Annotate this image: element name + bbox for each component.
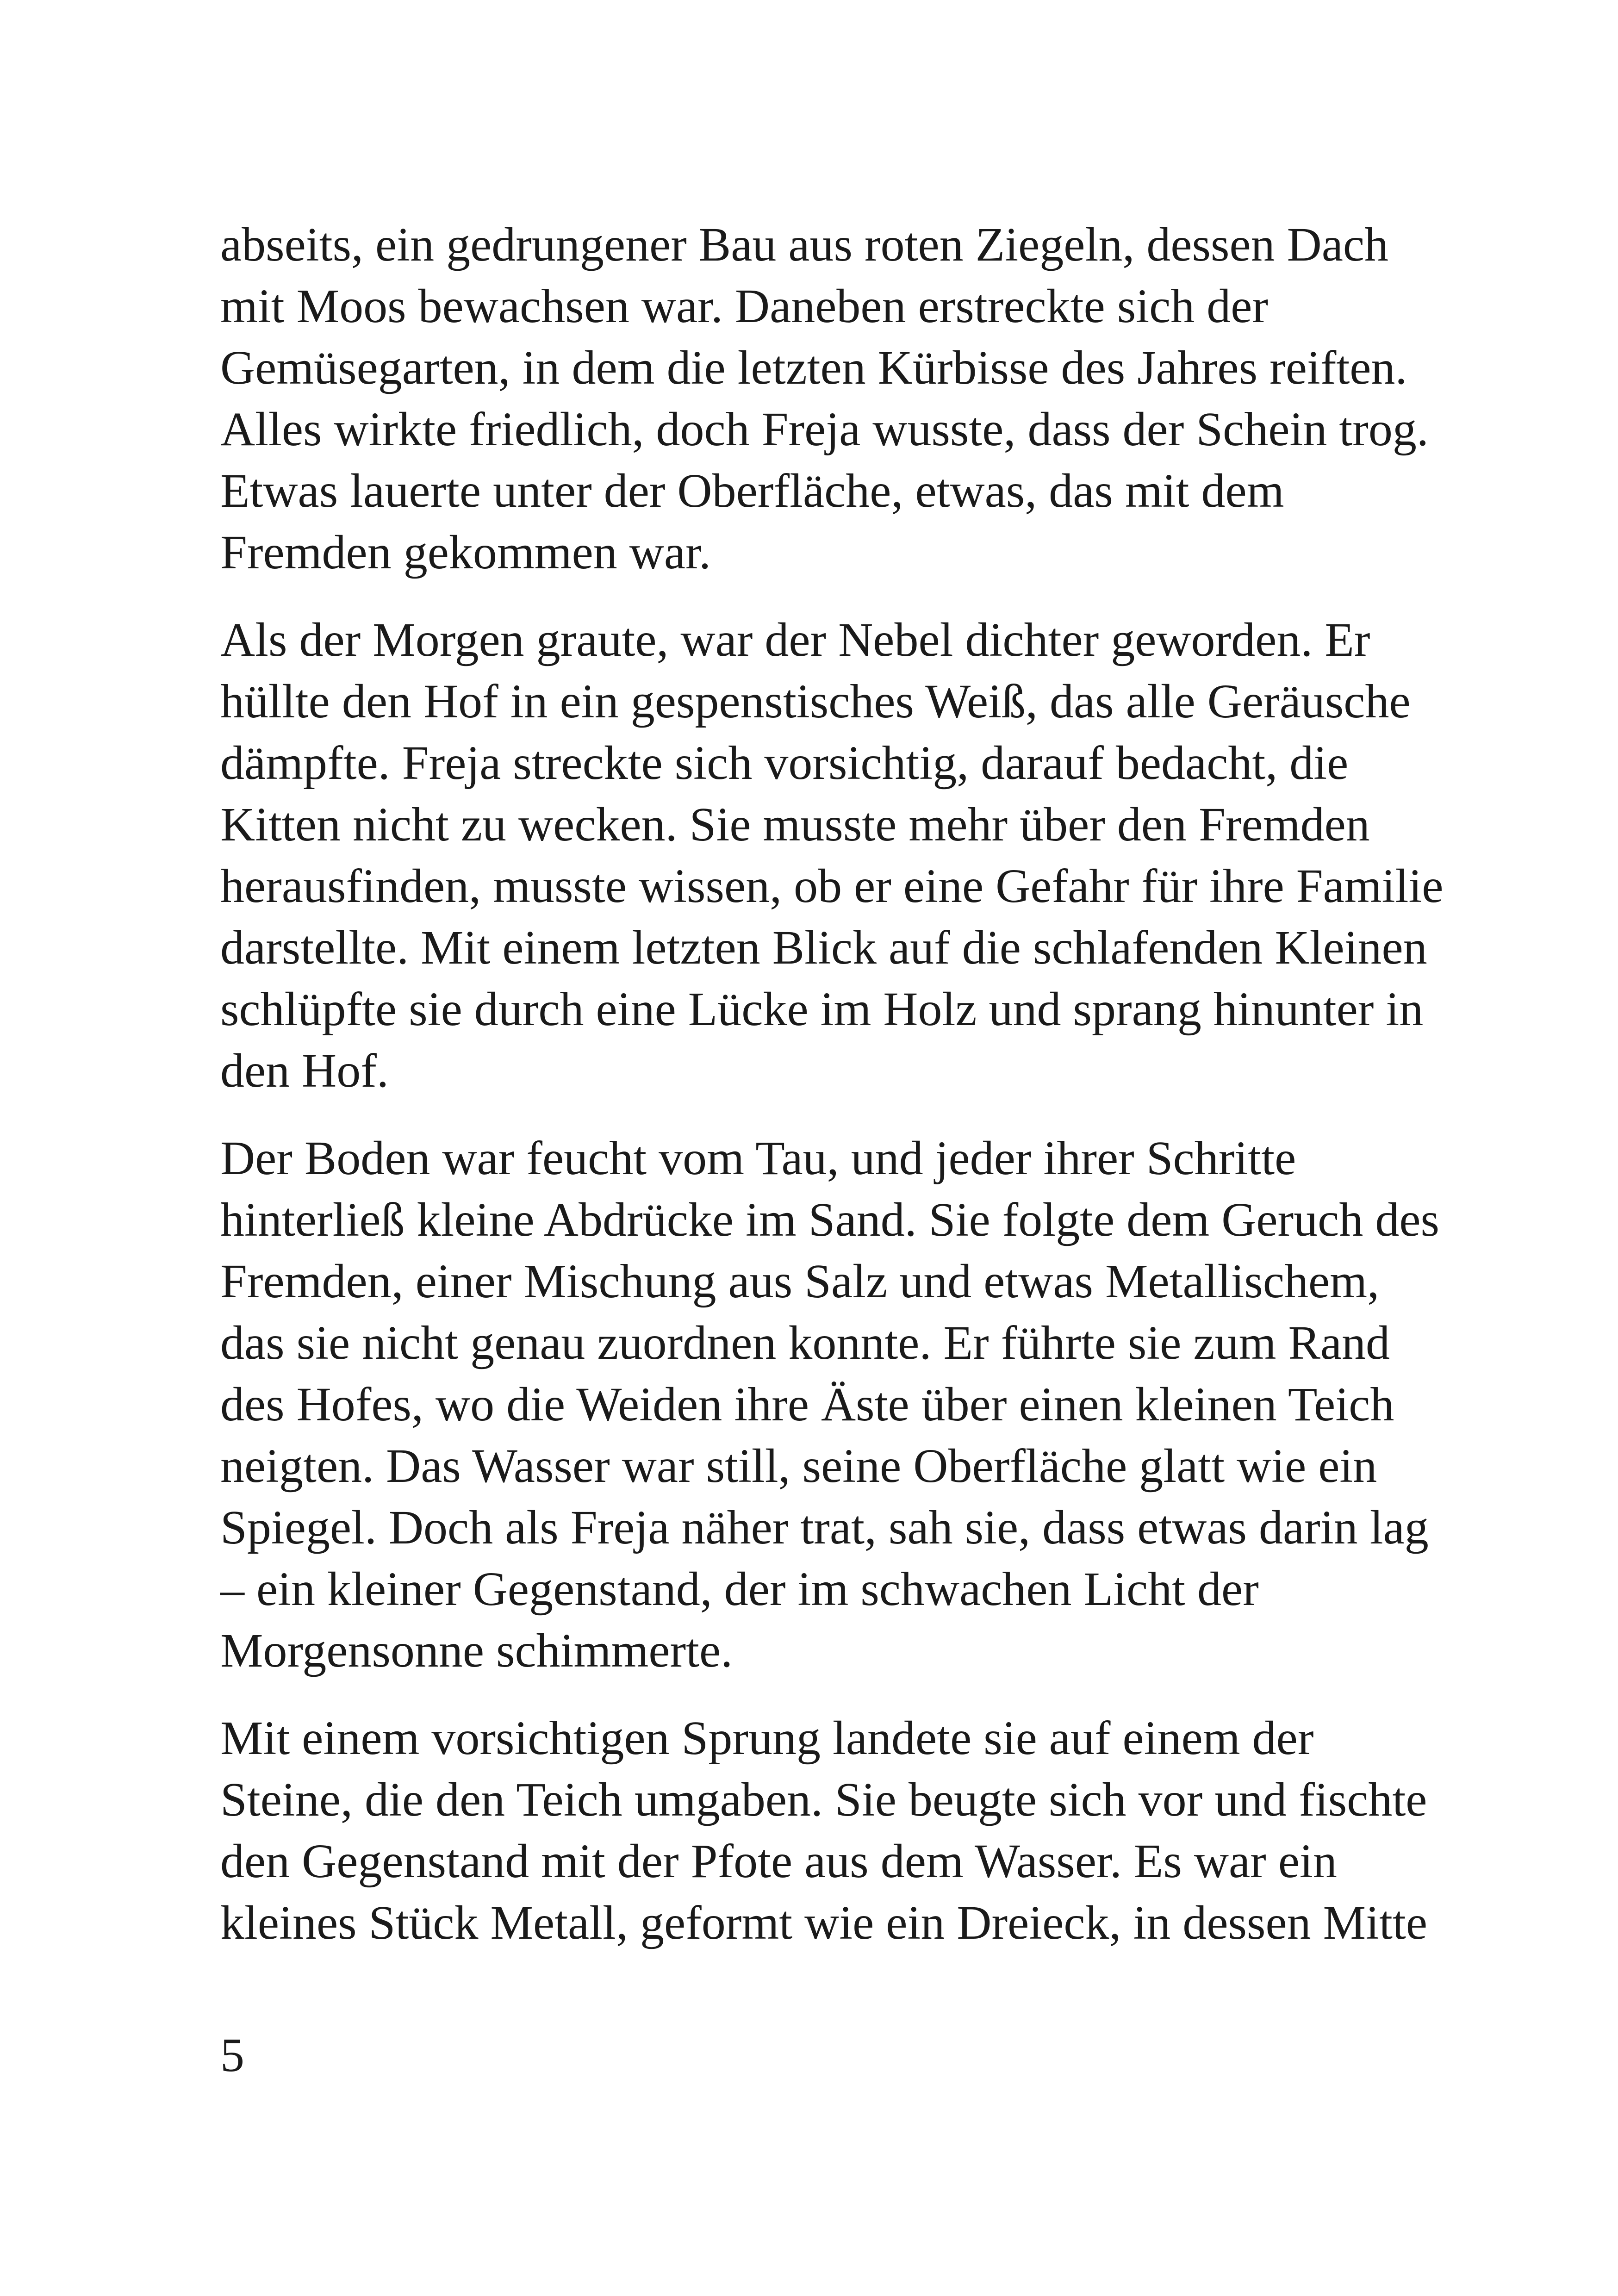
text-line: Gemüsegarten, in dem die letzten Kürbisse des Jahres reiften. bbox=[220, 341, 1407, 394]
text-line: mit Moos bewachsen war. Daneben erstreckte sich der bbox=[220, 280, 1269, 333]
page-body bbox=[220, 214, 1444, 1979]
text-line: dämpfte. Freja streckte sich vorsichtig, darauf bedacht, die bbox=[220, 736, 1349, 790]
text-line: schlüpfte sie durch eine Lücke im Holz und sprang hinunter in bbox=[220, 983, 1424, 1036]
text-line: das sie nicht genau zuordnen konnte. Er führte sie zum Rand bbox=[220, 1316, 1390, 1369]
text-line: Etwas lauerte unter der Oberfläche, etwas, das mit dem bbox=[220, 464, 1284, 517]
paragraph-1 bbox=[220, 214, 1429, 583]
text-line: hinterließ kleine Abdrücke im Sand. Sie folgte dem Geruch des bbox=[220, 1193, 1439, 1246]
text-line: Mit einem vorsichtigen Sprung landete sie auf einem der bbox=[220, 1711, 1314, 1765]
paragraph-3 bbox=[220, 1127, 1439, 1681]
text-line: Alles wirkte friedlich, doch Freja wusste, dass der Schein trog. bbox=[220, 403, 1429, 456]
text-line: den Hof. bbox=[220, 1044, 389, 1097]
paragraph-4 bbox=[220, 1707, 1427, 1954]
text-line: herausfinden, musste wissen, ob er eine Gefahr für ihre Familie bbox=[220, 859, 1444, 913]
text-line: abseits, ein gedrungener Bau aus roten Ziegeln, dessen Dach bbox=[220, 218, 1389, 271]
text-line: Der Boden war feucht vom Tau, und jeder ihrer Schritte bbox=[220, 1132, 1296, 1185]
page-number: 5 bbox=[220, 2028, 244, 2082]
text-line: des Hofes, wo die Weiden ihre Äste über einen kleinen Teich bbox=[220, 1378, 1394, 1431]
text-line: Steine, die den Teich umgaben. Sie beugte sich vor und fischte bbox=[220, 1773, 1427, 1826]
text-line: Kitten nicht zu wecken. Sie musste mehr über den Fremden bbox=[220, 798, 1370, 851]
text-line: Fremden, einer Mischung aus Salz und etwas Metallischem, bbox=[220, 1255, 1380, 1308]
paragraph-2 bbox=[220, 609, 1444, 1101]
text-line: kleines Stück Metall, geformt wie ein Dreieck, in dessen Mitte bbox=[220, 1896, 1427, 1949]
text-line: Als der Morgen graute, war der Nebel dichter geworden. Er bbox=[220, 613, 1370, 666]
text-line: darstellte. Mit einem letzten Blick auf die schlafenden Kleinen bbox=[220, 921, 1427, 974]
text-line: Morgensonne schimmerte. bbox=[220, 1624, 733, 1677]
text-line: den Gegenstand mit der Pfote aus dem Wasser. Es war ein bbox=[220, 1835, 1337, 1888]
text-line: Fremden gekommen war. bbox=[220, 526, 711, 579]
text-line: Spiegel. Doch als Freja näher trat, sah sie, dass etwas darin lag bbox=[220, 1501, 1429, 1554]
text-line: – ein kleiner Gegenstand, der im schwachen Licht der bbox=[220, 1562, 1259, 1616]
text-line: hüllte den Hof in ein gespenstisches Weiß, das alle Geräusche bbox=[220, 675, 1411, 728]
text-line: neigten. Das Wasser war still, seine Oberfläche glatt wie ein bbox=[220, 1439, 1377, 1493]
